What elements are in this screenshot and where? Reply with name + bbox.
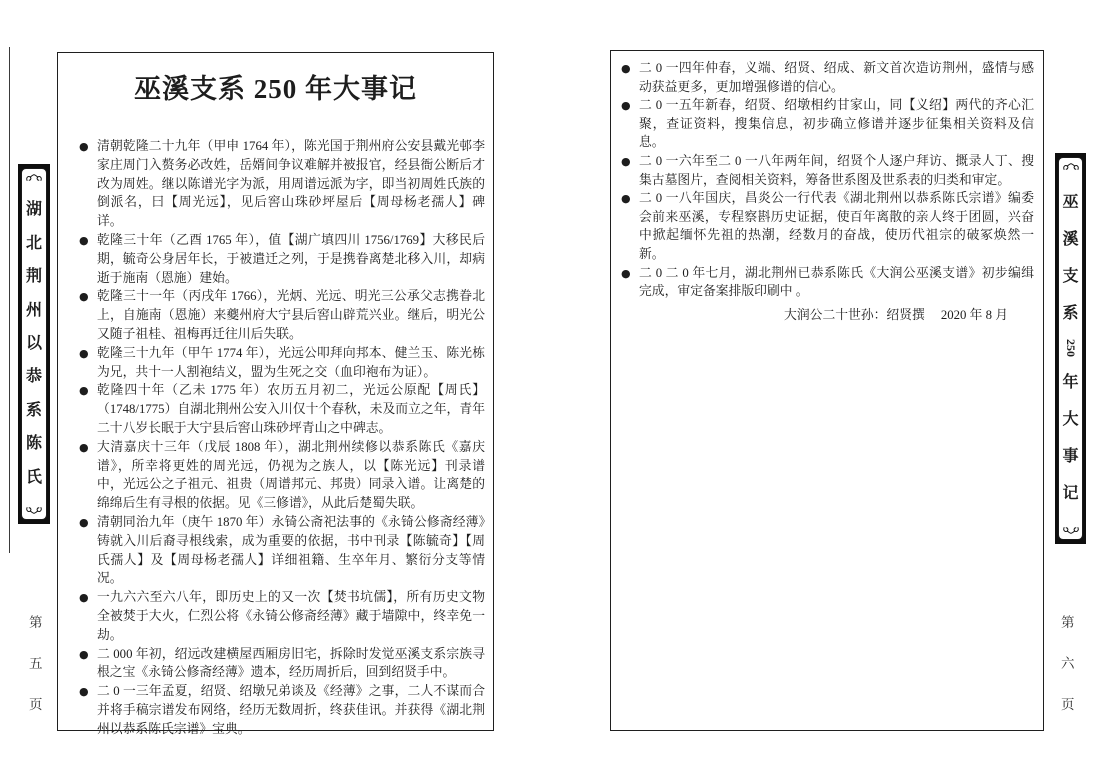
spine-char: 支 — [1062, 267, 1079, 285]
spine-char: 记 — [1062, 485, 1079, 503]
event-item — [79, 137, 485, 231]
bullet-icon: ● — [79, 440, 89, 454]
right-event-list — [621, 59, 1034, 324]
page-number-char: 五 — [29, 656, 43, 671]
event-text: 二 0 二 0 年七月，湖北荆州已恭系陈氏《大润公巫溪支谱》初步编缉完成，审定备案排版印刷中 。 — [639, 265, 1034, 299]
page-title: 巫溪支系 250 年大事记 — [134, 74, 417, 104]
spine-char: 恭 — [25, 368, 42, 386]
bullet-icon: ● — [621, 192, 631, 206]
event-text: 二 000 年初，绍远改建横屋西厢房旧宅，拆除时发觉巫溪支系宗族寻根之宝《永锜公修斋经薄》遗本，经历周折后，回到绍贤手中。 — [97, 646, 485, 680]
page-number-char: 六 — [1061, 656, 1075, 671]
event-item — [621, 96, 1034, 152]
spine-char: 北 — [25, 234, 42, 252]
event-text: 乾隆三十年（乙酉 1765 年），值【湖广填四川 1756/1769】大移民后期，毓奇公身居年长，于被遣迁之列，于是携眷离楚北移入川，却病逝于施南（恩施）建始。 — [97, 232, 485, 285]
scroll-ornament-icon — [25, 172, 43, 185]
bullet-icon: ● — [79, 384, 89, 398]
bullet-icon: ● — [79, 140, 89, 153]
event-text: 二 0 一三年孟夏，绍贤、绍墩兄弟谈及《经薄》之事，二人不谋而合并将手稿宗谱发布网络，经历无数周折，终获佳讯。并获得《湖北荆州以恭系陈氏宗谱》宝典。 — [97, 684, 485, 736]
bullet-icon: ● — [79, 647, 89, 661]
spine-char: 州 — [25, 301, 42, 319]
bullet-icon: ● — [79, 290, 89, 304]
spine-char: 年 — [1062, 374, 1079, 392]
event-item — [79, 588, 485, 644]
event-text: 二 0 一八年国庆，昌炎公一行代表《湖北荆州以恭系陈氏宗谱》编委会前来巫溪，专程察斟历史证据，使百年离散的亲人终于团圆，兴奋中掀起缅怀先祖的热潮，经数月的奋战，使历代祖宗的破冢焕然一新。 — [639, 191, 1034, 261]
bullet-icon: ● — [621, 99, 631, 113]
event-item — [621, 264, 1034, 301]
page-number-right — [1061, 611, 1075, 713]
bullet-icon: ● — [79, 685, 89, 699]
right-spine-label — [1055, 153, 1086, 544]
event-text: 清朝同治九年（庚午 1870 年）永锜公斋祀法事的《永锜公修斋经薄》铸就入川后裔寻根线索，成为重要的依据，书中刊录【陈毓奇】【周氏孺人】及【周母杨老孺人】详细祖籍、生卒年月、繁衍分支等情况。 — [97, 514, 485, 586]
left-page — [57, 52, 494, 736]
spine-char: 事 — [1062, 448, 1079, 466]
spine-char: 氏 — [25, 468, 42, 486]
event-item — [79, 438, 485, 513]
scroll-ornament-icon — [25, 503, 43, 516]
bullet-icon: ● — [621, 154, 631, 168]
signature-line — [621, 306, 1034, 325]
page-number-left — [29, 611, 43, 713]
spine-char: 以 — [25, 334, 42, 352]
spine-char: 系 — [1062, 304, 1079, 322]
event-text: 二 0 一五年新春，绍贤、绍墩相约甘家山，同【义绍】两代的齐心汇聚，查证资料，搜集信息，初步确立修谱并逐步征集相关资料及信息。 — [639, 98, 1034, 150]
bullet-icon: ● — [79, 515, 89, 529]
scroll-ornament-icon — [1062, 523, 1080, 536]
signature-author: 大润公二十世孙：绍贤撰 — [784, 307, 925, 322]
spine-char: 250 — [1063, 339, 1078, 358]
event-item — [79, 513, 485, 588]
left-spine-panel — [21, 168, 47, 520]
page-number-char: 页 — [29, 697, 43, 712]
spine-char: 荆 — [25, 268, 42, 286]
event-item — [621, 152, 1034, 189]
event-text: 大清嘉庆十三年（戊辰 1808 年），湖北荆州续修以恭系陈氏《嘉庆谱》，所幸将更姓的周光远，仍视为之族人，以【陈光远】刊录谱中，光远公之子祖元、祖贵（周谱邦元、邦贵）同录入谱。让离楚的绵绵后生有寻根的依据。见《三修谱》，从此后楚蜀失联。 — [97, 439, 485, 511]
event-text: 一九六六至六八年，即历史上的又一次【焚书坑儒】，所有历史文物全被焚于大火，仁烈公将《永锜公修斋经薄》藏于墙隙中，终幸免一劫。 — [97, 590, 485, 642]
event-item — [621, 189, 1034, 263]
spine-char: 湖 — [25, 201, 42, 219]
signature-date: 2020 年 8 月 — [940, 307, 1008, 322]
page-number-char: 页 — [1061, 697, 1075, 712]
event-item — [621, 59, 1034, 96]
event-item — [79, 682, 485, 738]
bullet-icon: ● — [621, 62, 631, 75]
binding-line — [9, 47, 10, 553]
page-number-char: 第 — [1061, 615, 1075, 630]
spine-char: 陈 — [25, 435, 42, 453]
bullet-icon: ● — [79, 591, 89, 605]
event-text: 乾隆三十九年（甲午 1774 年），光远公叩拜向邦本、健兰玉、陈光栋为兄，共十一人割袍结义，盟为生死之交（血印袍布为证）。 — [97, 345, 485, 379]
bullet-icon: ● — [79, 233, 89, 247]
spine-char: 大 — [1062, 411, 1079, 429]
page-number-char: 第 — [29, 615, 43, 630]
event-item — [79, 231, 485, 287]
spine-char: 溪 — [1062, 230, 1079, 248]
bullet-icon: ● — [79, 346, 89, 360]
event-item — [79, 344, 485, 382]
event-item — [79, 287, 485, 343]
spine-char: 系 — [25, 401, 42, 419]
event-text: 清朝乾隆二十九年（甲申 1764 年），陈光国于荆州府公安县戴光邨李家庄周门入赘务必改姓，岳婿间争议难解并被报官，经县衙公断后才改为周姓。继以陈谱光字为派，用周谱远派为字，即当初周姓氏族的倒派名，曰【周光远】，见后窖山珠砂坪屋后【周母杨老孺人】碑详。 — [97, 139, 485, 229]
scroll-ornament-icon — [1062, 161, 1080, 174]
event-text: 二 0 一六年至二 0 一八年两年间，绍贤个人逐户拜访、摡录人丁、搜集古墓图片，查阅相关资料，筹备世系图及世系表的归类和审定。 — [639, 153, 1034, 187]
left-event-list — [79, 137, 485, 739]
event-item — [79, 381, 485, 437]
right-page — [610, 50, 1044, 731]
event-text: 二 0 一四年仲春，义端、绍贤、绍成、新文首次造访荆州，盛情与感动获益更多，更加增强修谱的信心。 — [639, 61, 1034, 94]
left-spine-label — [18, 164, 50, 524]
event-item — [79, 645, 485, 683]
event-text: 乾隆四十年（乙未 1775 年）农历五月初二，光远公原配【周氏】（1748/1775）自湖北荆州公安入川仅十个春秋，未及而立之年，青年二十八岁长眠于大宁县后窖山珠砂坪青山之中碑志。 — [97, 383, 485, 435]
event-text: 乾隆三十一年（丙戌年 1766），光炳、光远、明光三公承父志携眷北上，自施南（恩施）来夔州府大宁县后窖山辟荒兴业。继后，明光公又随子祖桂、祖梅再迁往川后失联。 — [97, 289, 485, 341]
spine-char: 巫 — [1062, 193, 1079, 211]
bullet-icon: ● — [621, 266, 631, 280]
right-spine-panel — [1058, 157, 1083, 540]
